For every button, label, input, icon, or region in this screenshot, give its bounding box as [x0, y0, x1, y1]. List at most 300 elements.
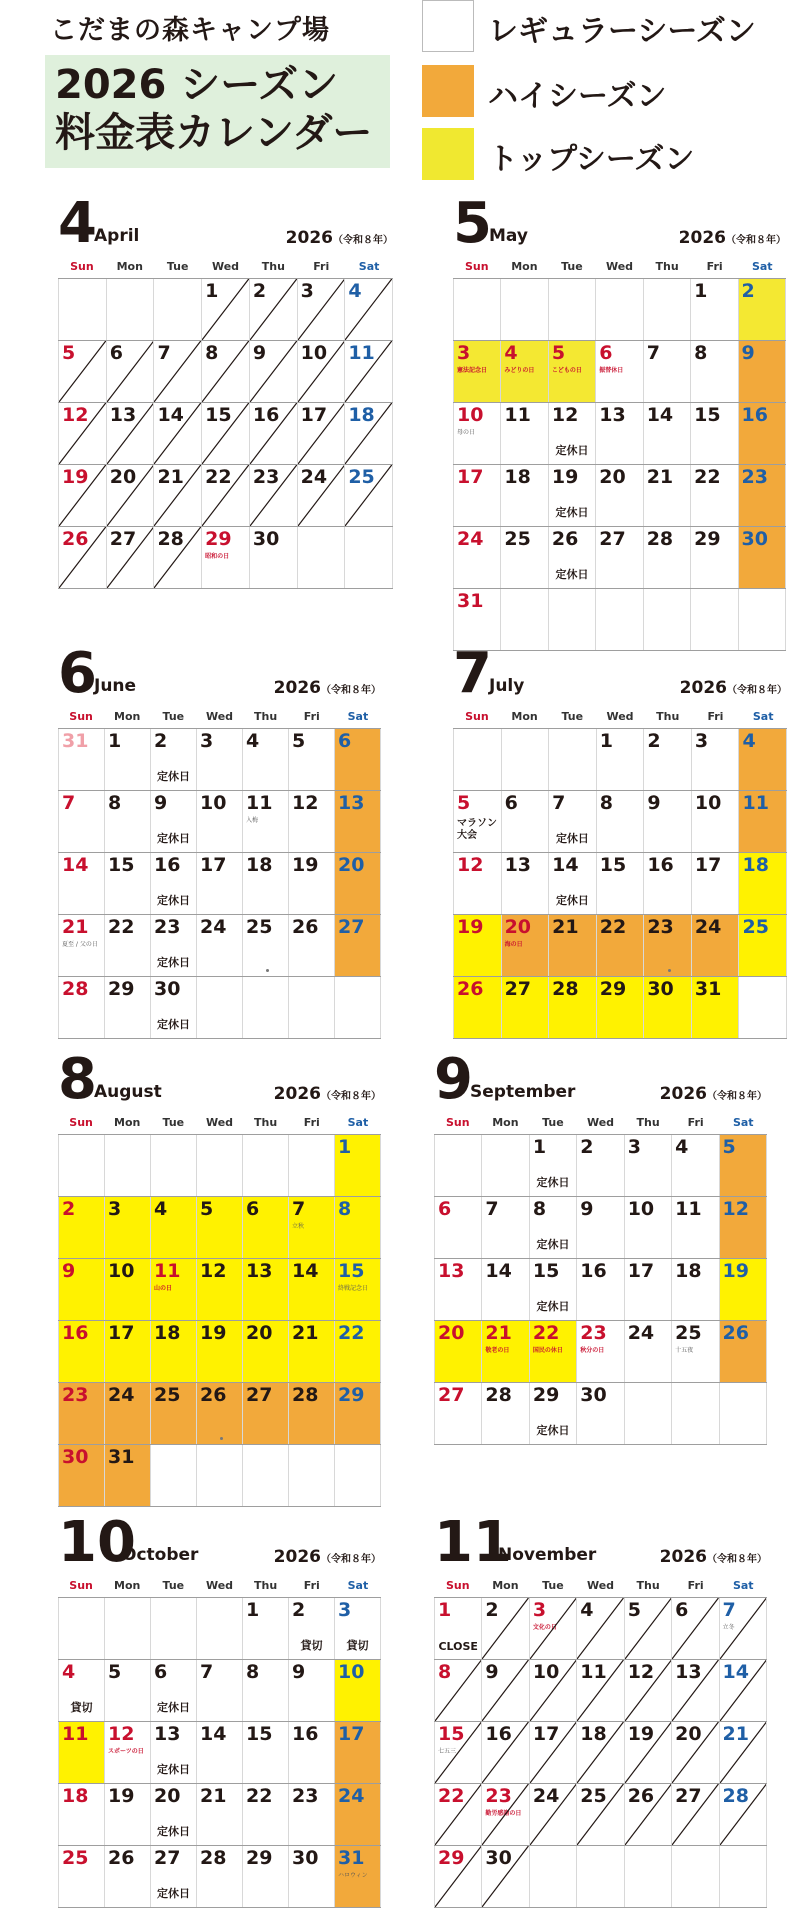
day-cell[interactable] [738, 527, 786, 588]
day-number: 14 [62, 854, 89, 876]
day-cell[interactable] [242, 1383, 288, 1444]
day-number: 21 [157, 466, 184, 488]
day-cell[interactable] [576, 1135, 623, 1196]
week-row [58, 1722, 381, 1784]
day-number: 8 [599, 792, 613, 814]
day-number: 7 [552, 792, 566, 814]
day-cell[interactable] [334, 1321, 381, 1382]
day-cell[interactable] [196, 791, 242, 852]
month-calendar-september [434, 1047, 767, 1443]
day-number: 16 [252, 404, 280, 426]
day-cell[interactable] [434, 1383, 481, 1444]
day-cell[interactable] [481, 1383, 528, 1444]
day-cell[interactable] [242, 1259, 288, 1320]
day-cell[interactable] [719, 1722, 767, 1783]
day-cell[interactable] [150, 853, 196, 914]
day-cell[interactable] [104, 1846, 150, 1907]
day-cell[interactable] [738, 341, 786, 402]
year-number: 2026 [273, 678, 321, 698]
day-number: 11 [246, 792, 273, 814]
day-cell[interactable] [624, 1784, 671, 1845]
day-cell[interactable] [334, 1259, 381, 1320]
day-cell[interactable] [643, 465, 690, 526]
day-cell[interactable] [334, 791, 381, 852]
day-cell[interactable] [453, 853, 501, 914]
day-cell[interactable] [690, 465, 737, 526]
day-cell[interactable] [434, 1598, 481, 1659]
day-cell[interactable] [58, 1259, 104, 1320]
day-cell[interactable] [249, 465, 297, 526]
day-cell[interactable] [288, 1846, 334, 1907]
day-cell[interactable] [691, 915, 739, 976]
weekday-header [58, 1116, 381, 1129]
day-cell[interactable] [548, 791, 596, 852]
day-cell[interactable] [150, 1383, 196, 1444]
day-cell[interactable] [58, 853, 104, 914]
day-cell[interactable] [150, 1197, 196, 1258]
day-cell[interactable] [719, 1598, 767, 1659]
day-number: 14 [646, 404, 674, 426]
day-cell[interactable] [596, 729, 644, 790]
day-cell[interactable] [249, 527, 297, 588]
day-cell[interactable] [58, 1321, 104, 1382]
day-number: 1 [338, 1136, 352, 1158]
day-cell[interactable] [104, 853, 150, 914]
day-cell[interactable] [453, 915, 501, 976]
day-cell[interactable] [481, 1259, 528, 1320]
day-cell[interactable] [297, 279, 345, 340]
day-cell[interactable] [334, 915, 381, 976]
day-cell[interactable] [548, 915, 596, 976]
day-number: 13 [246, 1260, 273, 1282]
day-cell[interactable] [529, 1660, 576, 1721]
day-cell[interactable] [690, 279, 737, 340]
day-cell[interactable] [153, 465, 201, 526]
day-number: 28 [552, 978, 579, 1000]
day-cell[interactable] [738, 279, 786, 340]
day-cell[interactable] [334, 1197, 381, 1258]
day-cell[interactable] [719, 1660, 767, 1721]
closed-slash-icon [107, 465, 154, 526]
day-cell[interactable] [595, 341, 642, 402]
weekday-mon: Mon [114, 1116, 141, 1129]
day-cell[interactable] [691, 977, 739, 1038]
day-cell[interactable] [671, 1598, 718, 1659]
day-cell[interactable] [201, 527, 249, 588]
day-cell[interactable] [150, 915, 196, 976]
day-cell[interactable] [595, 403, 642, 464]
day-number: 21 [722, 1723, 749, 1745]
day-cell[interactable] [671, 1197, 718, 1258]
day-cell[interactable] [576, 1383, 623, 1444]
day-cell[interactable] [150, 729, 196, 790]
day-cell[interactable] [548, 403, 595, 464]
day-cell[interactable] [576, 1259, 623, 1320]
day-cell[interactable] [691, 853, 739, 914]
day-cell[interactable] [671, 1722, 718, 1783]
day-cell [671, 1383, 718, 1444]
day-cell[interactable] [643, 791, 691, 852]
day-cell[interactable] [529, 1383, 576, 1444]
day-cell[interactable] [481, 1660, 528, 1721]
day-cell[interactable] [643, 527, 690, 588]
day-cell[interactable] [690, 403, 737, 464]
day-cell[interactable] [501, 915, 549, 976]
day-cell[interactable] [719, 1197, 767, 1258]
day-cell[interactable] [150, 1722, 196, 1783]
day-cell[interactable] [334, 729, 381, 790]
day-cell[interactable] [104, 1383, 150, 1444]
day-cell[interactable] [153, 527, 201, 588]
day-cell[interactable] [104, 1259, 150, 1320]
day-cell[interactable] [242, 1846, 288, 1907]
day-cell[interactable] [201, 403, 249, 464]
day-cell[interactable] [576, 1722, 623, 1783]
closed-slash-icon [482, 1722, 528, 1783]
day-cell[interactable] [196, 1197, 242, 1258]
day-cell[interactable] [201, 279, 249, 340]
day-cell[interactable] [529, 1259, 576, 1320]
day-number: 25 [348, 466, 375, 488]
day-cell[interactable] [58, 977, 104, 1038]
day-cell[interactable] [242, 1197, 288, 1258]
day-cell[interactable] [481, 1598, 528, 1659]
day-number: 31 [694, 978, 722, 1000]
day-cell[interactable] [58, 1846, 104, 1907]
day-cell[interactable] [58, 729, 104, 790]
day-cell[interactable] [58, 1445, 104, 1506]
day-cell[interactable] [106, 527, 154, 588]
day-cell[interactable] [196, 1846, 242, 1907]
day-cell[interactable] [453, 791, 501, 852]
day-cell[interactable] [738, 465, 786, 526]
day-cell[interactable] [344, 465, 393, 526]
day-cell[interactable] [288, 1383, 334, 1444]
day-cell[interactable] [58, 341, 106, 402]
day-cell[interactable] [548, 977, 596, 1038]
day-cell[interactable] [481, 1846, 528, 1907]
day-cell[interactable] [196, 1321, 242, 1382]
day-cell[interactable] [434, 1722, 481, 1783]
day-cell[interactable] [690, 527, 737, 588]
day-cell[interactable] [58, 1383, 104, 1444]
day-cell[interactable] [242, 791, 288, 852]
closed-slash-icon [530, 1660, 576, 1721]
day-cell[interactable] [153, 403, 201, 464]
moon-dot-icon [220, 1437, 223, 1440]
day-cell[interactable] [434, 1259, 481, 1320]
day-cell[interactable] [643, 341, 690, 402]
day-number: 21 [552, 916, 579, 938]
day-cell[interactable] [58, 403, 106, 464]
day-cell[interactable] [150, 1259, 196, 1320]
day-cell[interactable] [719, 1259, 767, 1320]
day-cell[interactable] [501, 853, 549, 914]
weekday-fri: Fri [313, 260, 330, 273]
day-cell[interactable] [201, 465, 249, 526]
day-cell[interactable] [529, 1784, 576, 1845]
day-cell[interactable] [501, 977, 549, 1038]
week-row [58, 527, 393, 589]
day-cell[interactable] [297, 341, 345, 402]
day-cell[interactable] [242, 1784, 288, 1845]
day-cell[interactable] [576, 1784, 623, 1845]
day-cell[interactable] [196, 1722, 242, 1783]
day-cell[interactable] [288, 1197, 334, 1258]
day-cell[interactable] [434, 1197, 481, 1258]
day-cell[interactable] [104, 1784, 150, 1845]
day-cell[interactable] [288, 1321, 334, 1382]
day-cell[interactable] [576, 1598, 623, 1659]
weekday-thu: Thu [254, 1116, 278, 1129]
day-cell[interactable] [196, 853, 242, 914]
day-cell[interactable] [624, 1321, 671, 1382]
day-cell[interactable] [153, 341, 201, 402]
day-cell[interactable] [334, 1722, 381, 1783]
day-cell[interactable] [58, 465, 106, 526]
day-cell[interactable] [548, 465, 595, 526]
day-cell[interactable] [596, 977, 644, 1038]
day-cell[interactable] [624, 1598, 671, 1659]
day-cell[interactable] [104, 1445, 150, 1506]
day-cell[interactable] [596, 791, 644, 852]
day-tag: 貸切 [70, 1701, 93, 1714]
season-title: 2026 シーズン [55, 62, 339, 108]
day-cell[interactable] [576, 1197, 623, 1258]
day-cell[interactable] [548, 527, 595, 588]
day-cell[interactable] [529, 1598, 576, 1659]
day-cell[interactable] [738, 915, 787, 976]
day-cell[interactable] [671, 1321, 718, 1382]
day-cell[interactable] [453, 341, 500, 402]
day-cell[interactable] [738, 791, 787, 852]
weekday-sun: Sun [69, 1579, 93, 1592]
day-cell[interactable] [196, 1660, 242, 1721]
closed-slash-icon [672, 1660, 718, 1721]
day-cell[interactable] [500, 341, 547, 402]
day-cell[interactable] [150, 791, 196, 852]
day-cell[interactable] [643, 853, 691, 914]
day-cell[interactable] [104, 1722, 150, 1783]
day-cell[interactable] [529, 1722, 576, 1783]
day-cell[interactable] [288, 1722, 334, 1783]
day-cell[interactable] [104, 729, 150, 790]
day-cell[interactable] [434, 1321, 481, 1382]
day-cell[interactable] [288, 1660, 334, 1721]
day-cell[interactable] [529, 1321, 576, 1382]
day-cell[interactable] [249, 403, 297, 464]
day-cell[interactable] [58, 1722, 104, 1783]
day-cell[interactable] [242, 729, 288, 790]
day-cell[interactable] [481, 1784, 528, 1845]
day-cell[interactable] [334, 1383, 381, 1444]
day-cell[interactable] [242, 853, 288, 914]
closed-slash-icon [625, 1784, 671, 1845]
day-cell[interactable] [624, 1135, 671, 1196]
legend-high-label: ハイシーズン [488, 79, 667, 114]
day-cell[interactable] [738, 729, 787, 790]
day-cell[interactable] [58, 791, 104, 852]
day-cell[interactable] [201, 341, 249, 402]
day-number: 1 [532, 1136, 547, 1158]
day-cell[interactable] [150, 1660, 196, 1721]
day-number: 2 [741, 280, 755, 302]
day-cell[interactable] [58, 1197, 104, 1258]
day-cell[interactable] [150, 1784, 196, 1845]
day-cell[interactable] [196, 1259, 242, 1320]
day-number: 31 [457, 590, 484, 612]
day-cell[interactable] [288, 1598, 334, 1659]
day-cell[interactable] [453, 465, 500, 526]
day-cell[interactable] [249, 279, 297, 340]
day-cell[interactable] [529, 1197, 576, 1258]
weekday-tue: Tue [162, 710, 185, 723]
day-number: 5 [627, 1599, 641, 1621]
legend-regular-swatch [422, 0, 474, 52]
week-row [453, 403, 786, 465]
day-cell[interactable] [481, 1722, 528, 1783]
day-cell[interactable] [719, 1321, 767, 1382]
day-cell[interactable] [104, 1321, 150, 1382]
day-cell[interactable] [104, 1197, 150, 1258]
day-cell[interactable] [500, 465, 547, 526]
day-cell[interactable] [196, 729, 242, 790]
day-cell[interactable] [104, 791, 150, 852]
day-cell[interactable] [288, 791, 334, 852]
day-cell[interactable] [334, 1660, 381, 1721]
day-cell[interactable] [150, 1846, 196, 1907]
day-cell[interactable] [500, 527, 547, 588]
day-cell[interactable] [150, 1321, 196, 1382]
day-cell[interactable] [576, 1660, 623, 1721]
day-cell[interactable] [334, 1598, 381, 1659]
day-cell[interactable] [242, 1598, 288, 1659]
day-cell[interactable] [671, 1259, 718, 1320]
day-cell[interactable] [242, 1321, 288, 1382]
day-cell[interactable] [481, 1197, 528, 1258]
day-cell[interactable] [288, 1784, 334, 1845]
day-number: 20 [599, 466, 626, 488]
day-cell[interactable] [624, 1197, 671, 1258]
month-name: August [94, 1082, 162, 1102]
day-cell[interactable] [548, 341, 595, 402]
day-cell[interactable] [58, 1784, 104, 1845]
day-cell[interactable] [624, 1660, 671, 1721]
day-cell[interactable] [106, 403, 154, 464]
day-cell[interactable] [196, 1383, 242, 1444]
day-cell[interactable] [150, 977, 196, 1038]
weekday-tue: Tue [166, 260, 189, 273]
day-cell[interactable] [481, 1321, 528, 1382]
day-cell[interactable] [453, 977, 501, 1038]
day-cell[interactable] [242, 1722, 288, 1783]
day-cell[interactable] [434, 1660, 481, 1721]
day-cell[interactable] [453, 527, 500, 588]
day-cell[interactable] [334, 1135, 381, 1196]
day-cell[interactable] [344, 279, 393, 340]
day-cell[interactable] [334, 853, 381, 914]
day-cell[interactable] [104, 1660, 150, 1721]
day-cell[interactable] [596, 853, 644, 914]
day-cell[interactable] [529, 1135, 576, 1196]
day-cell[interactable] [104, 915, 150, 976]
closed-slash-icon [625, 1598, 671, 1659]
day-cell[interactable] [106, 341, 154, 402]
day-cell[interactable] [576, 1321, 623, 1382]
day-note: 昭和の日 [205, 553, 230, 560]
day-cell[interactable] [196, 915, 242, 976]
day-cell[interactable] [643, 403, 690, 464]
day-cell[interactable] [196, 1784, 242, 1845]
day-number: 3 [108, 1198, 122, 1220]
day-cell[interactable] [738, 403, 786, 464]
day-cell[interactable] [690, 341, 737, 402]
day-cell[interactable] [596, 915, 644, 976]
day-cell[interactable] [249, 341, 297, 402]
day-cell[interactable] [738, 853, 787, 914]
day-cell[interactable] [106, 465, 154, 526]
day-cell[interactable] [334, 1784, 381, 1845]
day-cell[interactable] [671, 1135, 718, 1196]
day-cell[interactable] [288, 915, 334, 976]
day-cell[interactable] [58, 915, 104, 976]
day-cell[interactable] [288, 729, 334, 790]
day-number: 30 [62, 1446, 89, 1468]
day-cell[interactable] [334, 1846, 381, 1907]
day-cell[interactable] [548, 853, 596, 914]
day-cell[interactable] [288, 853, 334, 914]
day-cell[interactable] [624, 1259, 671, 1320]
day-tag: 定休日 [536, 1424, 570, 1437]
day-cell[interactable] [344, 341, 393, 402]
day-cell[interactable] [643, 977, 691, 1038]
day-cell[interactable] [691, 729, 739, 790]
day-cell[interactable] [242, 1660, 288, 1721]
day-number: 23 [292, 1785, 319, 1807]
day-cell[interactable] [434, 1784, 481, 1845]
day-cell[interactable] [595, 465, 642, 526]
day-cell[interactable] [719, 1784, 767, 1845]
day-cell[interactable] [671, 1784, 718, 1845]
day-cell[interactable] [691, 791, 739, 852]
day-cell[interactable] [501, 791, 549, 852]
day-cell[interactable] [344, 403, 393, 464]
day-cell[interactable] [242, 915, 288, 976]
day-cell[interactable] [453, 403, 500, 464]
day-number: 15 [108, 854, 135, 876]
day-cell[interactable] [643, 915, 691, 976]
closed-slash-icon [625, 1722, 671, 1783]
day-number: 18 [246, 854, 273, 876]
day-cell[interactable] [719, 1135, 767, 1196]
day-cell[interactable] [671, 1660, 718, 1721]
day-cell[interactable] [500, 403, 547, 464]
day-cell[interactable] [595, 527, 642, 588]
day-cell[interactable] [297, 465, 345, 526]
day-cell[interactable] [58, 1660, 104, 1721]
weekday-wed: Wed [205, 1116, 234, 1129]
day-cell[interactable] [58, 527, 106, 588]
day-cell [242, 977, 288, 1038]
day-cell[interactable] [624, 1722, 671, 1783]
day-cell[interactable] [288, 1259, 334, 1320]
day-cell[interactable] [104, 977, 150, 1038]
day-cell[interactable] [643, 729, 691, 790]
day-cell[interactable] [434, 1846, 481, 1907]
day-cell[interactable] [297, 403, 345, 464]
day-tag: CLOSE [438, 1640, 478, 1653]
day-number: 27 [338, 916, 365, 938]
